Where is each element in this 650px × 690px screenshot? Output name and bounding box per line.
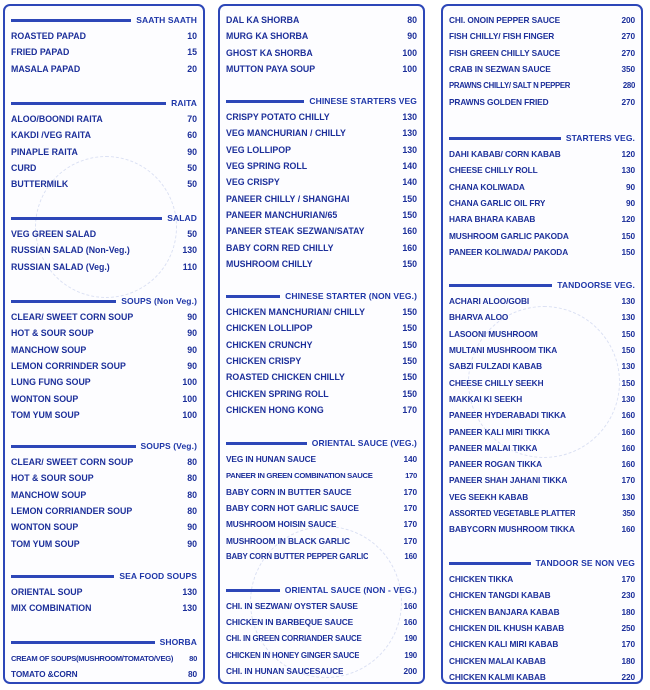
menu-item: PANEER MALAI TIKKA 160 xyxy=(449,442,635,453)
menu-item: CLEAR/ SWEET CORN SOUP 80 xyxy=(11,457,197,468)
menu-item: ROASTED PAPAD 10 xyxy=(11,31,197,42)
menu-item: CHICKEN LOLLIPOP 150 xyxy=(226,323,417,334)
section-header xyxy=(11,634,197,650)
menu-item: PANEER MANCHURIAN/65 150 xyxy=(226,209,417,220)
section-salad xyxy=(11,210,197,275)
section-raita xyxy=(11,95,197,192)
section-header xyxy=(11,293,197,309)
menu-item: MURG KA SHORBA 90 xyxy=(226,31,417,42)
menu-item: VEG SPRING ROLL 140 xyxy=(226,161,417,172)
menu-item: MASALA PAPAD 20 xyxy=(11,63,197,74)
menu-item: CREAM OF SOUPS(MUSHROOM/TOMATO/VEG) 80 xyxy=(11,653,197,663)
menu-item: CHI. ONOIN PEPPER SAUCE 200 xyxy=(449,15,635,26)
menu-item: BABY CORN RED CHILLY 160 xyxy=(226,242,417,253)
menu-item: PANEER STEAK SEZWAN/SATAY 160 xyxy=(226,226,417,237)
menu-item: PANEER KALI MIRI TIKKA 160 xyxy=(449,426,635,437)
menu-item: TOM YUM SOUP 90 xyxy=(11,538,197,549)
menu-item: VEG LOLLIPOP 130 xyxy=(226,144,417,155)
menu-item: FRIED PAPAD 15 xyxy=(11,47,197,58)
section-header xyxy=(11,95,197,111)
section-header xyxy=(449,130,635,146)
section-shorba xyxy=(11,634,197,683)
menu-item: CLEAR/ SWEET CORN SOUP 90 xyxy=(11,312,197,323)
menu-item: CHEESE CHILLY SEEKH 150 xyxy=(449,377,635,388)
section-header xyxy=(226,582,417,598)
section-saath-saath xyxy=(11,12,197,77)
menu-item: PANEER IN GREEN COMBINATION SAUCE 170 xyxy=(226,470,417,480)
menu-item: MUSHROOM HOISIN SAUCE 170 xyxy=(226,519,417,530)
menu-item: CRAB IN SEZWAN SAUCE 350 xyxy=(449,64,635,75)
section-header xyxy=(226,288,417,304)
section-header xyxy=(226,435,417,451)
menu-item: WONTON SOUP 90 xyxy=(11,522,197,533)
section-title: ORIENTAL SAUCE (NON - VEG.) xyxy=(284,585,417,595)
menu-item: LEMON CORRIANDER SOUP 80 xyxy=(11,506,197,517)
menu-item: CHI. IN HUNAN SAUCESAUCE 200 xyxy=(226,666,417,677)
menu-item: MANCHOW SOUP 80 xyxy=(11,489,197,500)
menu-item: MAKKAI KI SEEKH 130 xyxy=(449,393,635,404)
section-tandoor-se-non-veg xyxy=(449,555,635,684)
menu-item: TOMATO &CORN 80 xyxy=(11,669,197,680)
section-header xyxy=(11,210,197,226)
section-tandoorse-veg xyxy=(449,277,635,537)
menu-item: BUTTERMILK 50 xyxy=(11,179,197,190)
menu-item: CURD 50 xyxy=(11,163,197,174)
menu-item: CHICKEN CRISPY 150 xyxy=(226,356,417,367)
menu-item: MULTANI MUSHROOM TIKA 150 xyxy=(449,345,635,356)
section-title: SOUPS (Non Veg.) xyxy=(121,296,197,306)
menu-item: HOT & SOUR SOUP 90 xyxy=(11,328,197,339)
section-oriental-sauce-veg xyxy=(226,435,417,565)
menu-item: CHICKEN DIL KHUSH KABAB 250 xyxy=(449,623,635,634)
menu-item: ASSORTED VEGETABLE PLATTER 350 xyxy=(449,508,635,518)
section-shorba-continued xyxy=(226,12,417,77)
section-title: CHINESE STARTERS VEG xyxy=(309,96,417,106)
section-chinese-starters-veg xyxy=(226,93,417,272)
menu-item: BABY CORN HOT GARLIC SAUCE 170 xyxy=(226,503,417,514)
menu-item: LASOONI MUSHROOM 150 xyxy=(449,328,635,339)
menu-item: WONTON SOUP 100 xyxy=(11,393,197,404)
section-title: SAATH SAATH xyxy=(136,15,197,25)
section-header xyxy=(11,12,197,28)
section-chinese-starter-non-veg xyxy=(226,288,417,418)
menu-item: RUSSIAN SALAD (Veg.) 110 xyxy=(11,261,197,272)
menu-item: HARA BHARA KABAB 120 xyxy=(449,214,635,225)
menu-item: CHICKEN KALI MIRI KABAB 170 xyxy=(449,639,635,650)
section-oriental-sauce-continued xyxy=(449,12,635,110)
menu-item: ROASTED CHICKEN CHILLY 150 xyxy=(226,372,417,383)
menu-item: CHICKEN TIKKA 170 xyxy=(449,574,635,585)
section-title: STARTERS VEG. xyxy=(565,133,635,143)
menu-column-1 xyxy=(3,4,205,684)
menu-item: BABY CORN IN BUTTER SAUCE 170 xyxy=(226,486,417,497)
menu-item: CHEESE CHILLY ROLL 130 xyxy=(449,165,635,176)
menu-item: VEG SEEKH KABAB 130 xyxy=(449,491,635,502)
menu-item: MUSHROOM GARLIC PAKODA 150 xyxy=(449,230,635,241)
menu-item: ACHARI ALOO/GOBI 130 xyxy=(449,296,635,307)
menu-item: BABY CORN BUTTER PEPPER GARLIC 160 xyxy=(226,552,417,562)
section-title: SHORBA xyxy=(159,637,197,647)
menu-item: PANEER CHILLY / SHANGHAI 150 xyxy=(226,193,417,204)
section-header xyxy=(11,568,197,584)
menu-item: DAL KA SHORBA 80 xyxy=(226,15,417,26)
menu-item: MIX COMBINATION 130 xyxy=(11,603,197,614)
section-title: TANDOORSE VEG. xyxy=(557,280,635,290)
menu-item: BABYCORN MUSHROOM TIKKA 160 xyxy=(449,524,635,535)
section-title: RAITA xyxy=(171,98,197,108)
section-title: SOUPS (Veg.) xyxy=(140,441,197,451)
menu-item: CHANA GARLIC OIL FRY 90 xyxy=(449,198,635,209)
menu-item: VEG MANCHURIAN / CHILLY 130 xyxy=(226,128,417,139)
menu-item: PINAPLE RAITA 90 xyxy=(11,146,197,157)
menu-item: BHARVA ALOO 130 xyxy=(449,312,635,323)
menu-item: ORIENTAL SOUP 130 xyxy=(11,587,197,598)
section-title: ORIENTAL SAUCE (VEG.) xyxy=(311,438,417,448)
menu-item: CHICKEN HONG KONG 170 xyxy=(226,404,417,415)
section-soups-veg xyxy=(11,438,197,552)
menu-item: KAKDI /VEG RAITA 60 xyxy=(11,130,197,141)
menu-item: PANEER KOLIWADA/ PAKODA 150 xyxy=(449,246,635,257)
section-oriental-sauce-non-veg xyxy=(226,582,417,679)
menu-item: FISH GREEN CHILLY SAUCE 270 xyxy=(449,47,635,58)
menu-item: MANCHOW SOUP 90 xyxy=(11,344,197,355)
menu-item: CHICKEN IN BARBEQUE SAUCE 160 xyxy=(226,617,417,628)
menu-item: MUSHROOM IN BLACK GARLIC 170 xyxy=(226,535,417,546)
menu-item: CHANA KOLIWADA 90 xyxy=(449,181,635,192)
menu-item: LUNG FUNG SOUP 100 xyxy=(11,377,197,388)
menu-item: TOM YUM SOUP 100 xyxy=(11,409,197,420)
menu-item: RUSSIAN SALAD (Non-Veg.) 130 xyxy=(11,245,197,256)
section-title: TANDOOR SE NON VEG xyxy=(535,558,635,568)
menu-item: CHICKEN IN HONEY GINGER SAUCE 190 xyxy=(226,650,417,660)
menu-item: PRAWNS GOLDEN FRIED 270 xyxy=(449,96,635,107)
menu-item: LEMON CORRINDER SOUP 90 xyxy=(11,361,197,372)
menu-item: CHI. IN GREEN CORRIANDER SAUCE 190 xyxy=(226,634,417,644)
menu-item: GHOST KA SHORBA 100 xyxy=(226,47,417,58)
section-soups-non-veg xyxy=(11,293,197,423)
menu-item: SABZI FULZADI KABAB 130 xyxy=(449,361,635,372)
menu-item: PANEER ROGAN TIKKA 160 xyxy=(449,459,635,470)
menu-item: FISH CHILLY/ FISH FINGER 270 xyxy=(449,31,635,42)
section-title: SALAD xyxy=(167,213,197,223)
section-header xyxy=(449,277,635,293)
menu-item: PRAWNS CHILLY/ SALT N PEPPER 280 xyxy=(449,80,635,90)
menu-item: DAHI KABAB/ CORN KABAB 120 xyxy=(449,149,635,160)
menu-item: PANEER HYDERABADI TIKKA 160 xyxy=(449,410,635,421)
section-starters-veg xyxy=(449,130,635,260)
menu-item: VEG GREEN SALAD 50 xyxy=(11,229,197,240)
section-header xyxy=(11,438,197,454)
menu-item: MUTTON PAYA SOUP 100 xyxy=(226,64,417,75)
section-title: SEA FOOD SOUPS xyxy=(119,571,197,581)
section-header xyxy=(226,93,417,109)
menu-item: CHICKEN CRUNCHY 150 xyxy=(226,339,417,350)
menu-column-3 xyxy=(441,4,643,684)
menu-item: PANEER SHAH JAHANI TIKKA 170 xyxy=(449,475,635,486)
menu-item: CHICKEN MALAI KABAB 180 xyxy=(449,655,635,666)
menu-item: CHICKEN KALMI KABAB 220 xyxy=(449,671,635,682)
menu-item: CHICKEN SPRING ROLL 150 xyxy=(226,388,417,399)
menu-item: VEG CRISPY 140 xyxy=(226,177,417,188)
menu-item: MUSHROOM CHILLY 150 xyxy=(226,258,417,269)
section-sea-food-soups xyxy=(11,568,197,617)
menu-item: CHI. IN SEZWAN/ OYSTER SAUSE 160 xyxy=(226,601,417,612)
menu-item: ALOO/BOONDI RAITA 70 xyxy=(11,114,197,125)
menu-item: CHICKEN MANCHURIAN/ CHILLY 150 xyxy=(226,307,417,318)
menu-item: CHICKEN TANGDI KABAB 230 xyxy=(449,590,635,601)
menu-item: HOT & SOUR SOUP 80 xyxy=(11,473,197,484)
menu-item: CHICKEN BANJARA KABAB 180 xyxy=(449,606,635,617)
section-header xyxy=(449,555,635,571)
section-title: CHINESE STARTER (NON VEG.) xyxy=(285,291,417,301)
menu-item: VEG IN HUNAN SAUCE 140 xyxy=(226,454,417,465)
menu-column-2 xyxy=(218,4,425,684)
menu-item: CRISPY POTATO CHILLY 130 xyxy=(226,112,417,123)
